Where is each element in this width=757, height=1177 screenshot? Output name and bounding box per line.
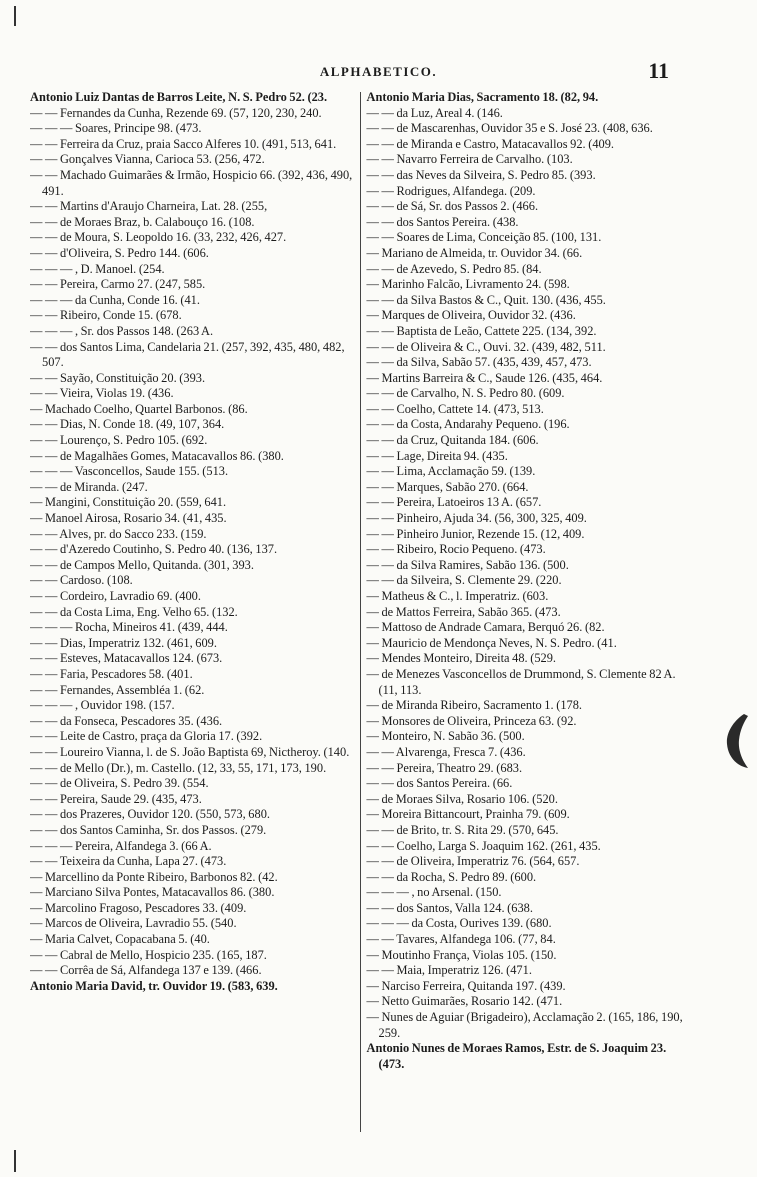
directory-entry: — — — da Cunha, Conde 16. (41.: [30, 292, 200, 307]
directory-entry: — Maria Calvet, Copacabana 5. (40.: [30, 932, 210, 947]
directory-entry: Antonio Maria Dias, Sacramento 18. (82, 94.: [366, 90, 599, 104]
directory-entry: — — Navarro Ferreira de Carvalho. (103.: [366, 152, 573, 167]
directory-entry: — Netto Guimarães, Rosario 142. (471.: [366, 994, 563, 1009]
directory-entry: — Monsores de Oliveira, Princeza 63. (92.: [366, 713, 577, 728]
directory-entry: — de Miranda Ribeiro, Sacramento 1. (178.: [366, 698, 582, 713]
directory-entry: — — de Mascarenhas, Ouvidor 35 e S. José 23. (408, 636.: [366, 121, 653, 136]
directory-entry: — — de Oliveira & C., Ouvi. 32. (439, 482, 511.: [366, 339, 606, 354]
left-column: [30, 90, 360, 1140]
directory-entry: — — dos Santos Lima, Candelaria 21. (257, 392, 435, 480, 482, 507.: [30, 339, 345, 370]
running-title: ALPHABETICO.: [319, 64, 438, 79]
directory-entry: — — Sayão, Constituição 20. (393.: [30, 370, 206, 385]
directory-entry: — — d'Azeredo Coutinho, S. Pedro 40. (136, 137.: [30, 542, 278, 557]
directory-entry: — — Marques, Sabão 270. (664.: [366, 479, 529, 494]
directory-entry: — — Fernandes da Cunha, Rezende 69. (57, 120, 230, 240.: [30, 105, 322, 120]
directory-entry: — — da Fonseca, Pescadores 35. (436.: [30, 713, 223, 728]
directory-entry: — — da Costa, Andarahy Pequeno. (196.: [366, 417, 570, 432]
page-header: [0, 58, 757, 84]
directory-entry: — — Fernandes, Assembléa 1. (62.: [30, 682, 205, 697]
directory-entry: — Monteiro, N. Sabão 36. (500.: [366, 729, 525, 744]
ink-blot-mark: [724, 712, 750, 770]
directory-entry: — — — Pereira, Alfandega 3. (66 A.: [30, 838, 212, 853]
directory-entry: — — de Magalhães Gomes, Matacavallos 86. (380.: [30, 448, 284, 463]
directory-entry: — — Pinheiro, Ajuda 34. (56, 300, 325, 409.: [366, 511, 587, 526]
directory-entry: — — de Mello (Dr.), m. Castello. (12, 33, 55, 171, 173, 190.: [30, 760, 327, 775]
directory-entry: — — — , Sr. dos Passos 148. (263 A.: [30, 323, 214, 338]
directory-entry: — — das Neves da Silveira, S. Pedro 85. (393.: [366, 167, 596, 182]
directory-entry: — Mariano de Almeida, tr. Ouvidor 34. (66.: [366, 245, 583, 260]
directory-entry: — — dos Santos Caminha, Sr. dos Passos. (279.: [30, 822, 267, 837]
directory-entry: — Moreira Bittancourt, Prainha 79. (609.: [366, 807, 570, 822]
directory-entry: — — de Miranda e Castro, Matacavallos 92. (409.: [366, 136, 615, 151]
directory-entry: — — Lima, Acclamação 59. (139.: [366, 464, 536, 479]
directory-entry: — Mendes Monteiro, Direita 48. (529.: [366, 651, 557, 666]
directory-entry: — — Lourenço, S. Pedro 105. (692.: [30, 433, 208, 448]
directory-entry: — de Menezes Vasconcellos de Drummond, S. Clemente 82 A. (11, 113.: [366, 666, 676, 697]
directory-entry: — — — da Costa, Ourives 139. (680.: [366, 916, 552, 931]
directory-entry: — — Soares de Lima, Conceição 85. (100, 131.: [366, 230, 602, 245]
directory-entry: — Marcolino Fragoso, Pescadores 33. (409.: [30, 900, 247, 915]
directory-entry: — Manoel Airosa, Rosario 34. (41, 435.: [30, 511, 227, 526]
directory-entry: — — Lage, Direita 94. (435.: [366, 448, 508, 463]
directory-entry: — — de Sá, Sr. dos Passos 2. (466.: [366, 199, 539, 214]
directory-entry: — — da Costa Lima, Eng. Velho 65. (132.: [30, 604, 238, 619]
directory-entry: — — da Silva Ramires, Sabão 136. (500.: [366, 557, 569, 572]
directory-entry: — — Coelho, Cattete 14. (473, 513.: [366, 401, 544, 416]
directory-entry: — Narciso Ferreira, Quitanda 197. (439.: [366, 978, 566, 993]
directory-entry: — — Pereira, Theatro 29. (683.: [366, 760, 523, 775]
directory-entry: — Marcellino da Ponte Ribeiro, Barbonos 82. (42.: [30, 869, 278, 884]
directory-entry: — — Alves, pr. do Sacco 233. (159.: [30, 526, 207, 541]
directory-entry: — — Faria, Pescadores 58. (401.: [30, 666, 193, 681]
directory-entry: — — da Silva, Sabão 57. (435, 439, 457, 473.: [366, 355, 592, 370]
directory-entry: — — Esteves, Matacavallos 124. (673.: [30, 651, 223, 666]
directory-entry: — — — , no Arsenal. (150.: [366, 885, 502, 900]
directory-entry: — Marques de Oliveira, Ouvidor 32. (436.: [366, 308, 576, 323]
directory-entry: — — Alvarenga, Fresca 7. (436.: [366, 744, 526, 759]
directory-entry: — — Pinheiro Junior, Rezende 15. (12, 409.: [366, 526, 585, 541]
directory-entry: — Mauricio de Mendonça Neves, N. S. Pedro. (41.: [366, 635, 617, 650]
directory-entry: — — de Azevedo, S. Pedro 85. (84.: [366, 261, 542, 276]
directory-entry: — Marinho Falcão, Livramento 24. (598.: [366, 277, 570, 292]
directory-entry: — Nunes de Aguiar (Brigadeiro), Acclamação 2. (165, 186, 190, 259.: [366, 1010, 683, 1040]
directory-entry: — — dos Santos Pereira. (66.: [366, 776, 513, 791]
directory-entry: — — Leite de Castro, praça da Gloria 17. (392.: [30, 729, 263, 744]
left-edge-mark-bottom: [14, 1150, 16, 1172]
directory-entry: — — Ribeiro, Rocio Pequeno. (473.: [366, 542, 546, 557]
directory-entry: — — Loureiro Vianna, l. de S. João Baptista 69, Nictheroy. (140.: [30, 744, 350, 759]
directory-entry: — Marcos de Oliveira, Lavradio 55. (540.: [30, 916, 237, 931]
directory-entry: — — Rodrigues, Alfandega. (209.: [366, 183, 536, 198]
directory-entry: — Machado Coelho, Quartel Barbonos. (86.: [30, 401, 248, 416]
directory-entry: — — Vieira, Violas 19. (436.: [30, 386, 174, 401]
directory-entry: — — da Silveira, S. Clemente 29. (220.: [366, 573, 562, 588]
directory-entry: — — Coelho, Larga S. Joaquim 162. (261, 435.: [366, 838, 601, 853]
directory-entry: — Mattoso de Andrade Camara, Berquó 26. (82.: [366, 620, 605, 635]
directory-entry: — — — , Ouvidor 198. (157.: [30, 698, 175, 713]
directory-entry: — — dos Santos Pereira. (438.: [366, 214, 519, 229]
directory-entry: — — da Luz, Areal 4. (146.: [366, 105, 503, 120]
directory-entry: — — dos Prazeres, Ouvidor 120. (550, 573, 680.: [30, 807, 270, 822]
directory-entry: — — de Carvalho, N. S. Pedro 80. (609.: [366, 386, 565, 401]
text-columns: [30, 90, 692, 1140]
directory-entry: — — Dias, Imperatriz 132. (461, 609.: [30, 635, 217, 650]
directory-entry: — — Baptista de Leão, Cattete 225. (134, 392.: [366, 323, 597, 338]
directory-entry: — — Corrêa de Sá, Alfandega 137 e 139. (466.: [30, 963, 262, 978]
directory-entry: — — Gonçalves Vianna, Carioca 53. (256, 472.: [30, 152, 265, 167]
directory-entry: — — de Moraes Braz, b. Calabouço 16. (108.: [30, 214, 255, 229]
directory-entry: — — Martins d'Araujo Charneira, Lat. 28. (255,: [30, 199, 268, 214]
directory-entry: Antonio Nunes de Moraes Ramos, Estr. de S. Joaquim 23. (473.: [366, 1041, 667, 1071]
directory-entry: — de Mattos Ferreira, Sabão 365. (473.: [366, 604, 561, 619]
directory-entry: — — Cabral de Mello, Hospicio 235. (165, 187.: [30, 947, 267, 962]
directory-entry: — de Moraes Silva, Rosario 106. (520.: [366, 791, 558, 806]
directory-entry: — — de Oliveira, S. Pedro 39. (554.: [30, 776, 209, 791]
directory-entry: — Matheus & C., l. Imperatriz. (603.: [366, 589, 549, 603]
directory-entry: — — Maia, Imperatriz 126. (471.: [366, 963, 532, 978]
directory-entry: — — da Rocha, S. Pedro 89. (600.: [366, 869, 537, 884]
directory-entry: — — Dias, N. Conde 18. (49, 107, 364.: [30, 417, 225, 432]
directory-entry: — — de Brito, tr. S. Rita 29. (570, 645.: [366, 822, 559, 837]
directory-entry: Antonio Maria David, tr. Ouvidor 19. (583, 639.: [30, 978, 278, 993]
directory-entry: — — da Cruz, Quitanda 184. (606.: [366, 433, 539, 448]
directory-entry: — — Teixeira da Cunha, Lapa 27. (473.: [30, 854, 227, 869]
directory-entry: — — — Soares, Principe 98. (473.: [30, 121, 202, 136]
directory-entry: — — de Miranda. (247.: [30, 479, 148, 494]
directory-entry: — — Tavares, Alfandega 106. (77, 84.: [366, 932, 556, 947]
directory-entry: — — de Campos Mello, Quitanda. (301, 393.: [30, 557, 254, 572]
directory-entry: — — — , D. Manoel. (254.: [30, 261, 165, 276]
directory-entry: — — Pereira, Latoeiros 13 A. (657.: [366, 495, 542, 510]
directory-entry: — Mangini, Constituição 20. (559, 641.: [30, 495, 227, 510]
directory-entry: — — Ribeiro, Conde 15. (678.: [30, 308, 182, 323]
directory-entry: — — Cardoso. (108.: [30, 573, 133, 588]
directory-entry: — — Machado Guimarães & Irmão, Hospicio 66. (392, 436, 490, 491.: [30, 167, 353, 198]
directory-entry: — — — Rocha, Mineiros 41. (439, 444.: [30, 620, 228, 635]
right-column: [361, 90, 693, 1140]
directory-entry: — — de Moura, S. Leopoldo 16. (33, 232, 426, 427.: [30, 230, 287, 245]
directory-entry: — — Ferreira da Cruz, praia Sacco Alferes 10. (491, 513, 641.: [30, 136, 337, 151]
directory-entry: — Marciano Silva Pontes, Matacavallos 86. (380.: [30, 885, 275, 900]
directory-entry: — — da Silva Bastos & C., Quit. 130. (436, 455.: [366, 292, 606, 307]
directory-entry: — Martins Barreira & C., Saude 126. (435, 464.: [366, 370, 603, 385]
directory-entry: — — d'Oliveira, S. Pedro 144. (606.: [30, 245, 209, 260]
directory-entry: — — Cordeiro, Lavradio 69. (400.: [30, 589, 201, 603]
directory-entry: Antonio Luiz Dantas de Barros Leite, N. S. Pedro 52. (23.: [30, 90, 328, 104]
page-number: 11: [648, 58, 669, 83]
directory-entry: — — Pereira, Carmo 27. (247, 585.: [30, 277, 206, 292]
left-edge-mark-top: [14, 6, 16, 26]
directory-entry: — — de Oliveira, Imperatriz 76. (564, 657.: [366, 854, 580, 869]
directory-entry: — — dos Santos, Valla 124. (638.: [366, 900, 533, 915]
directory-entry: — — — Vasconcellos, Saude 155. (513.: [30, 464, 229, 479]
directory-entry: — — Pereira, Saude 29. (435, 473.: [30, 791, 202, 806]
directory-entry: — Moutinho França, Violas 105. (150.: [366, 947, 557, 962]
